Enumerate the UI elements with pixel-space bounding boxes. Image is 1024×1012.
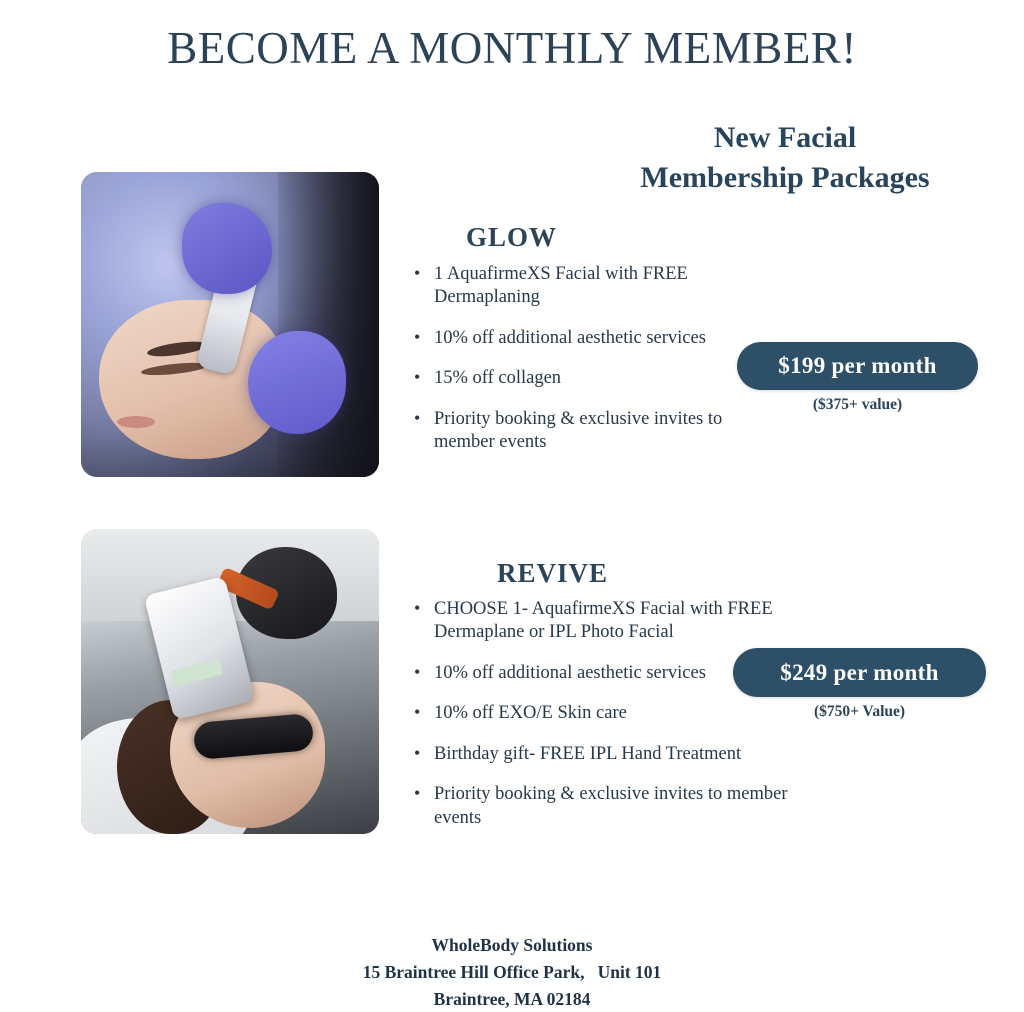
revive-benefits-list [410,598,794,847]
glow-price-badge: $199 per month [737,342,978,390]
revive-package-title: REVIVE [497,558,609,588]
footer-contact-block [0,932,1024,1012]
glow-value-note: ($375+ value) [812,396,903,413]
revive-value-note: ($750+ Value) [813,703,906,720]
list-item: • 1 AquafirmeXS Facial with FREE Dermaplaning [434,263,764,310]
glow-benefits-list [410,263,764,472]
list-item: • 10% off EXO/E Skin care [434,702,794,725]
address-line-2: Braintree, MA 02184 [433,988,591,1009]
sub-headline-line-2: Membership Packages [640,160,930,194]
list-item: • 10% off additional aesthetic services [434,327,764,350]
address-line-1: 15 Braintree Hill Office Park, Unit 101 [362,961,662,982]
sub-headline [560,118,1010,197]
list-item: • 15% off collagen [434,367,764,390]
gloved-hand-lower [248,331,346,435]
list-item: • Birthday gift- FREE IPL Hand Treatment [434,743,794,766]
revive-price-badge: $249 per month [733,648,986,697]
list-item: • Priority booking & exclusive invites to member events [434,783,794,830]
gloved-hand-upper [182,203,271,295]
list-item: • 10% off additional aesthetic services [434,662,794,685]
glow-package-image [81,172,379,477]
sub-headline-line-1: New Facial [713,121,857,154]
glow-package-title: GLOW [466,222,558,252]
list-item: • CHOOSE 1- AquafirmeXS Facial with FREE Dermaplane or IPL Photo Facial [434,598,794,645]
handpiece-display [172,659,224,686]
revive-package-image [81,529,379,834]
business-name: WholeBody Solutions [431,935,593,955]
list-item: • Priority booking & exclusive invites to member events [434,408,764,455]
page-title: BECOME A MONTHLY MEMBER! [167,23,857,73]
